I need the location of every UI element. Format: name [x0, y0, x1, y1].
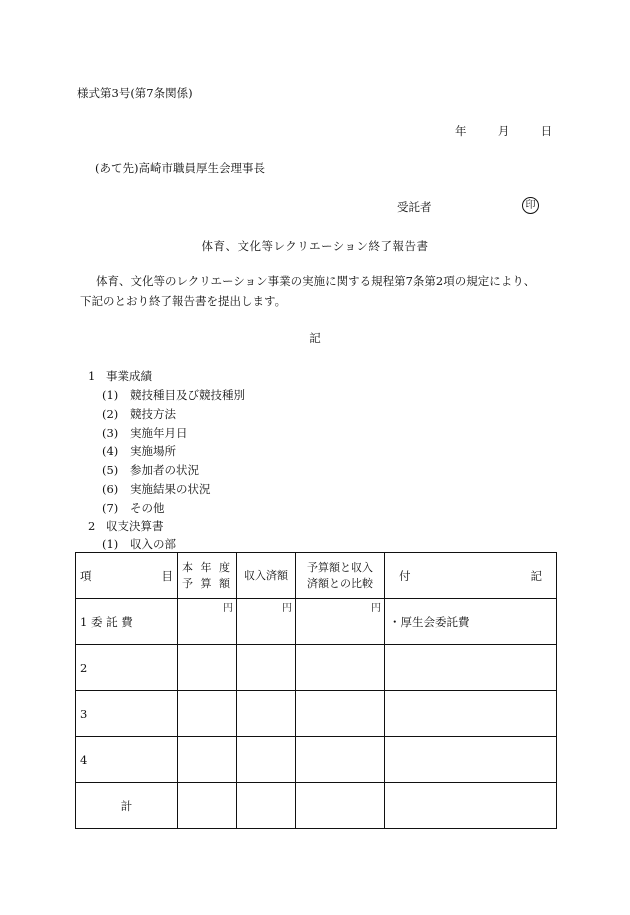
subsection-heading — [102, 536, 176, 552]
date-month: 月 — [497, 124, 510, 138]
list-item — [102, 462, 199, 478]
table-header-row — [76, 553, 557, 599]
header-comparison-line-1: 予算額と収入 — [307, 560, 373, 574]
form-number: 様式第3号(第7条関係) — [77, 86, 193, 100]
header-note-end: 記 — [530, 568, 542, 583]
item-number: (1) — [102, 388, 119, 402]
budget-cell — [178, 599, 237, 645]
comparison-cell — [296, 645, 385, 691]
item-label: 収入の部 — [130, 537, 176, 551]
note-cell: ・厚生会委託費 — [385, 599, 557, 645]
header-budget-line-1: 本 年 度 — [182, 560, 232, 574]
row-label: 2 — [76, 645, 178, 691]
header-item — [76, 553, 178, 599]
header-note-start: 付 — [399, 568, 411, 583]
seal-mark: 印 — [522, 197, 539, 214]
list-item — [102, 387, 245, 403]
ki-heading: 記 — [309, 331, 321, 345]
budget-cell — [178, 645, 237, 691]
note-cell — [385, 691, 557, 737]
received-cell — [237, 691, 296, 737]
header-budget — [178, 553, 237, 599]
section-2-heading — [88, 518, 164, 534]
budget-cell — [178, 691, 237, 737]
yen-unit: 円 — [371, 603, 381, 614]
header-comparison — [296, 553, 385, 599]
comparison-cell — [296, 599, 385, 645]
note-cell — [385, 645, 557, 691]
date-day: 日 — [540, 124, 553, 138]
item-number: (2) — [102, 407, 119, 421]
budget-cell — [178, 737, 237, 783]
item-number: (7) — [102, 501, 119, 515]
list-item — [102, 443, 176, 459]
date-line — [455, 123, 552, 139]
comparison-cell — [296, 737, 385, 783]
section-label: 事業成績 — [106, 369, 152, 383]
header-comparison-line-2: 済額との比較 — [307, 576, 373, 590]
item-number: (6) — [102, 482, 119, 496]
list-item — [102, 500, 165, 516]
total-label: 計 — [76, 783, 178, 829]
section-number: 2 — [88, 519, 96, 533]
item-number: (3) — [102, 426, 119, 440]
table-row — [76, 691, 557, 737]
item-label: 実施結果の状況 — [130, 482, 211, 496]
section-number: 1 — [88, 369, 96, 383]
yen-unit: 円 — [282, 603, 292, 614]
list-item — [102, 406, 176, 422]
addressee: (あて先)高崎市職員厚生会理事長 — [95, 161, 265, 175]
item-number: (1) — [102, 537, 119, 551]
note-cell — [385, 737, 557, 783]
list-item — [102, 425, 188, 441]
row-label: 4 — [76, 737, 178, 783]
header-budget-line-2: 予 算 額 — [182, 576, 232, 590]
received-cell — [237, 599, 296, 645]
body-text-line-1: 体育、文化等のレクリエーション事業の実施に関する規程第7条第2項の規定により、 — [96, 274, 536, 288]
table-row — [76, 737, 557, 783]
item-label: その他 — [130, 501, 165, 515]
item-number: (4) — [102, 444, 119, 458]
table-row — [76, 645, 557, 691]
item-label: 競技方法 — [130, 407, 176, 421]
item-label: 実施場所 — [130, 444, 176, 458]
item-label: 参加者の状況 — [130, 463, 199, 477]
received-cell — [237, 737, 296, 783]
comparison-cell — [296, 691, 385, 737]
header-item-end: 目 — [161, 568, 173, 583]
item-label: 実施年月日 — [130, 426, 188, 440]
row-label: 3 — [76, 691, 178, 737]
header-note — [385, 553, 557, 599]
income-table — [75, 552, 557, 829]
item-label: 競技種目及び競技種別 — [130, 388, 245, 402]
document-title: 体育、文化等レクリエーション終了報告書 — [201, 239, 429, 253]
yen-unit: 円 — [223, 603, 233, 614]
table-total-row — [76, 783, 557, 829]
comparison-total-cell — [296, 783, 385, 829]
table-row — [76, 599, 557, 645]
item-number: (5) — [102, 463, 119, 477]
date-year: 年 — [455, 124, 467, 138]
header-item-start: 項 — [80, 568, 92, 583]
budget-total-cell — [178, 783, 237, 829]
trustee-label: 受託者 — [397, 200, 432, 214]
section-label: 収支決算書 — [106, 519, 164, 533]
received-total-cell — [237, 783, 296, 829]
header-received: 収入済額 — [237, 553, 296, 599]
row-label: 1 委 託 費 — [76, 599, 178, 645]
list-item — [102, 481, 211, 497]
body-text-line-2: 下記のとおり終了報告書を提出します。 — [80, 294, 287, 308]
note-total-cell — [385, 783, 557, 829]
received-cell — [237, 645, 296, 691]
section-1-heading — [88, 368, 152, 384]
